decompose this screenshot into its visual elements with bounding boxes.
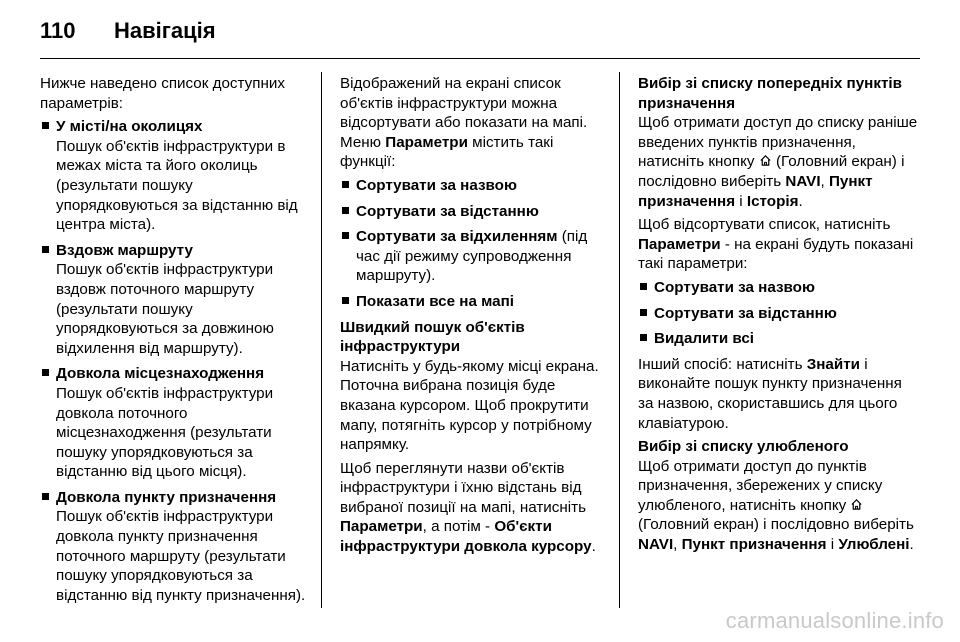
list-item xyxy=(638,304,920,324)
text-bold: NAVI xyxy=(785,172,821,190)
text-run: . xyxy=(591,538,596,556)
text-run: . xyxy=(798,192,803,210)
text-bold: Пункт призначення xyxy=(681,536,827,554)
item-desc: Пошук об'єктів інфраструктури довкола пункту призначення поточного маршруту (результати пошуку упорядковуються за відстанню від пункту призначення). xyxy=(56,508,306,604)
page-header xyxy=(40,18,216,48)
item-title: Сортувати за відхиленням xyxy=(356,228,558,246)
item-desc: Пошук об'єктів інфраструктури в межах міста та його околиць (результати пошуку упорядковуються за відстанню від центра міста). xyxy=(56,137,298,234)
text-run: Щоб переглянути назви об'єктів інфраструктури і їхню відстань від вибраної позиції на мапі, натисніть xyxy=(340,459,587,516)
text-bold: Параметри xyxy=(340,518,423,536)
column-divider-2 xyxy=(619,72,620,608)
item-title: Сортувати за відстанню xyxy=(654,304,837,322)
text-run: Відображений на екрані список об'єктів інфраструктури можна відсортувати або показати на мапі. Меню xyxy=(340,75,588,151)
text-bold: Історія xyxy=(746,192,799,210)
page-number: 110 xyxy=(40,18,76,43)
paragraph xyxy=(638,215,920,274)
item-title: Довкола пункту призначення xyxy=(56,488,277,506)
list-item xyxy=(340,227,612,286)
list-item xyxy=(638,329,920,349)
text-run: - на екрані будуть показані такі параметри: xyxy=(638,235,914,273)
text-bold: Улюблені xyxy=(838,536,910,554)
text-bold: NAVI xyxy=(638,536,674,554)
section-heading: Вибір зі списку улюбленого xyxy=(638,438,849,456)
home-icon xyxy=(759,154,772,167)
intro-text: Нижче наведено список доступних параметрів: xyxy=(40,75,285,112)
item-title: Показати все на мапі xyxy=(356,292,514,310)
text-bold: Параметри xyxy=(638,235,721,253)
paragraph xyxy=(638,113,920,211)
column-2 xyxy=(340,74,612,561)
list-item xyxy=(340,202,612,222)
paragraph xyxy=(340,74,612,172)
item-title: Сортувати за назвою xyxy=(356,176,517,194)
item-title: Сортувати за відстанню xyxy=(356,202,539,220)
text-run: Щоб отримати доступ до списку раніше введених пунктів призначення, натисніть кнопку xyxy=(638,114,918,171)
text-bold: Параметри xyxy=(385,133,468,151)
section-heading: Вибір зі списку попередніх пунктів призначення xyxy=(638,75,902,112)
text-bold: Знайти xyxy=(806,355,860,373)
paragraph xyxy=(638,355,920,433)
text-run: (Головний екран) і послідовно виберіть xyxy=(638,516,914,534)
list-item xyxy=(340,176,612,196)
text-run: і виконайте пошук пункту призначення за назвою, скориставшись для цього клавіатурою. xyxy=(638,355,902,432)
list-item xyxy=(638,278,920,298)
column-3 xyxy=(638,74,920,559)
text-run: . xyxy=(909,536,914,554)
item-title: Сортувати за назвою xyxy=(654,278,815,296)
column-1 xyxy=(40,74,310,611)
list-item xyxy=(40,488,310,606)
header-rule xyxy=(40,58,920,59)
list-item xyxy=(40,241,310,359)
item-rest: (під час дії режиму супроводження маршруту). xyxy=(356,228,588,285)
text-run: , xyxy=(820,172,829,190)
list-item xyxy=(40,117,310,235)
list-item xyxy=(340,292,612,312)
item-desc: Пошук об'єктів інфраструктури вздовж поточного маршруту (результати пошуку упорядковуються за довжиною відхилення від маршруту). xyxy=(56,261,274,357)
paragraph: Натисніть у будь-якому місці екрана. Поточна вибрана позиція буде вказана курсором. Щоб прокрутити мапу, потягніть курсор у потрібному напрямку. xyxy=(340,357,599,454)
text-run: і xyxy=(735,192,747,210)
text-bold: Об'єкти інфраструктури довкола курсору xyxy=(340,518,592,556)
column-divider-1 xyxy=(321,72,322,608)
watermark: carmanualsonline.info xyxy=(725,608,944,633)
text-run: Щоб відсортувати список, натисніть xyxy=(638,216,891,234)
item-title: Вздовж маршруту xyxy=(56,241,193,259)
paragraph xyxy=(638,457,920,555)
section-heading: Швидкий пошук об'єктів інфраструктури xyxy=(340,318,525,356)
text-run: містить такі функції: xyxy=(340,133,554,171)
list-item xyxy=(40,364,310,482)
item-title: У місті/на околицях xyxy=(56,118,203,136)
paragraph xyxy=(340,459,612,557)
text-run: і xyxy=(826,536,839,554)
page-title: Навігація xyxy=(114,18,216,43)
text-bold: Пункт призначення xyxy=(638,172,873,210)
text-run: (Головний екран) і послідовно виберіть xyxy=(638,153,905,190)
item-desc: Пошук об'єктів інфраструктури довкола поточного місцезнаходження (результати пошуку упорядковуються за відстанню від цього місця). xyxy=(56,384,274,481)
home-icon xyxy=(850,498,863,511)
text-run: Щоб отримати доступ до пунктів призначення, збережених у списку улюбленого, натисніть кнопку xyxy=(638,457,883,514)
item-title: Видалити всі xyxy=(654,330,754,348)
text-run: Інший спосіб: натисніть xyxy=(638,355,807,373)
text-run: , а потім - xyxy=(422,518,495,536)
text-run: , xyxy=(673,536,682,554)
item-title: Довкола місцезнаходження xyxy=(56,365,265,383)
